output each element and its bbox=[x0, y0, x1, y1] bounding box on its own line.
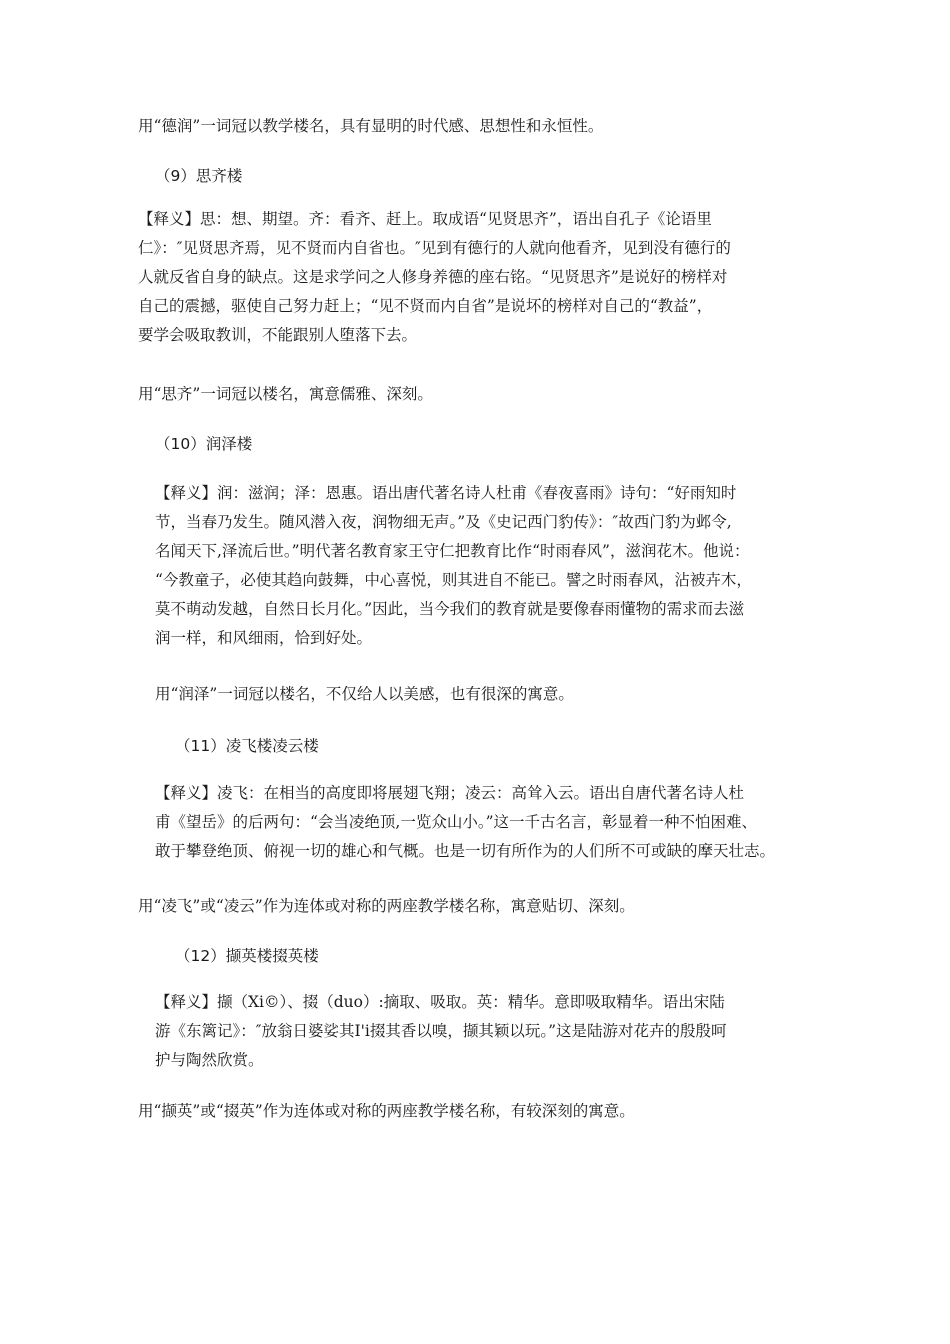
text-line: “今教童子，必使其趋向鼓舞，中心喜悦，则其进自不能已。譬之时雨春风，沾被卉木， bbox=[155, 571, 752, 589]
paragraph-runze-explanation bbox=[155, 479, 752, 653]
heading-runze-building: （10）润泽楼 bbox=[155, 435, 253, 453]
paragraph-siqi-explanation bbox=[138, 205, 731, 350]
text-line: 【释义】凌飞：在相当的高度即将展翅飞翔；凌云：高耸入云。语出自唐代著名诗人杜 bbox=[155, 784, 745, 802]
paragraph-lingfei-conclusion: 用“凌飞”或“凌云”作为连体或对称的两座教学楼名称，寓意贴切、深刻。 bbox=[138, 897, 635, 915]
text-line: 【释义】思：想、期望。齐：看齐、赶上。取成语“见贤思齐”，语出自孔子《论语里 bbox=[138, 210, 712, 228]
heading-xieying-duoying-buildings: （12）撷英楼掇英楼 bbox=[175, 947, 319, 965]
paragraph-lingfei-explanation bbox=[155, 779, 775, 866]
text-line: 自己的震撼，驱使自己努力赶上；“见不贤而内自省”是说坏的榜样对自己的“教益”， bbox=[138, 297, 713, 315]
text-line: 润一样，和风细雨，恰到好处。 bbox=[155, 629, 373, 647]
text-line: 仁》：″见贤思齐焉，见不贤而内自省也。″见到有德行的人就向他看齐，见到没有德行的 bbox=[138, 239, 731, 257]
text-line: 人就反省自身的缺点。这是求学问之人修身养德的座右铭。“见贤思齐”是说好的榜样对 bbox=[138, 268, 728, 286]
text-line: 【释义】撷（Xi©）、掇（duo）:摘取、吸取。英：精华。意即吸取精华。语出宋陆 bbox=[155, 993, 725, 1011]
paragraph-xieying-conclusion: 用“撷英”或“掇英”作为连体或对称的两座教学楼名称，有较深刻的寓意。 bbox=[138, 1102, 635, 1120]
text-line: 名闻天下,泽流后世。”明代著名教育家王守仁把教育比作“时雨春风”，滋润花木。他说： bbox=[155, 542, 750, 560]
text-line: 护与陶然欣赏。 bbox=[155, 1051, 264, 1069]
heading-siqi-building: （9）思齐楼 bbox=[155, 167, 243, 185]
text-line: 游《东篱记》：″放翁日婆娑其I'i掇其香以嗅，撷其颖以玩。”这是陆游对花卉的殷殷呵 bbox=[155, 1022, 727, 1040]
heading-lingfei-lingyun-buildings: （11）凌飞楼凌云楼 bbox=[175, 737, 319, 755]
text-line: 节，当春乃发生。随风潜入夜，润物细无声。”及《史记西门豹传》：″故西门豹为邺令, bbox=[155, 513, 732, 531]
paragraph-xieying-explanation bbox=[155, 988, 727, 1075]
text-line: 莫不萌动发越，自然日长月化。”因此，当今我们的教育就是要像春雨懂物的需求而去滋 bbox=[155, 600, 745, 618]
paragraph-siqi-conclusion: 用“思齐”一词冠以楼名，寓意儒雅、深刻。 bbox=[138, 385, 433, 403]
paragraph-runze-conclusion: 用“润泽”一词冠以楼名，不仅给人以美感，也有很深的寓意。 bbox=[155, 685, 574, 703]
paragraph-derun-conclusion: 用“德润”一词冠以教学楼名，具有显明的时代感、思想性和永恒性。 bbox=[138, 117, 604, 135]
text-line: 敢于攀登绝顶、俯视一切的雄心和气概。也是一切有所作为的人们所不可或缺的摩天壮志。 bbox=[155, 842, 776, 860]
text-line: 要学会吸取教训，不能跟别人堕落下去。 bbox=[138, 326, 418, 344]
text-line: 【释义】润：滋润；泽：恩惠。语出唐代著名诗人杜甫《春夜喜雨》诗句：“好雨知时 bbox=[155, 484, 737, 502]
text-line: 甫《望岳》的后两句：“会当凌绝顶,一览众山小。”这一千古名言，彰显着一种不怕困难、 bbox=[155, 813, 758, 831]
